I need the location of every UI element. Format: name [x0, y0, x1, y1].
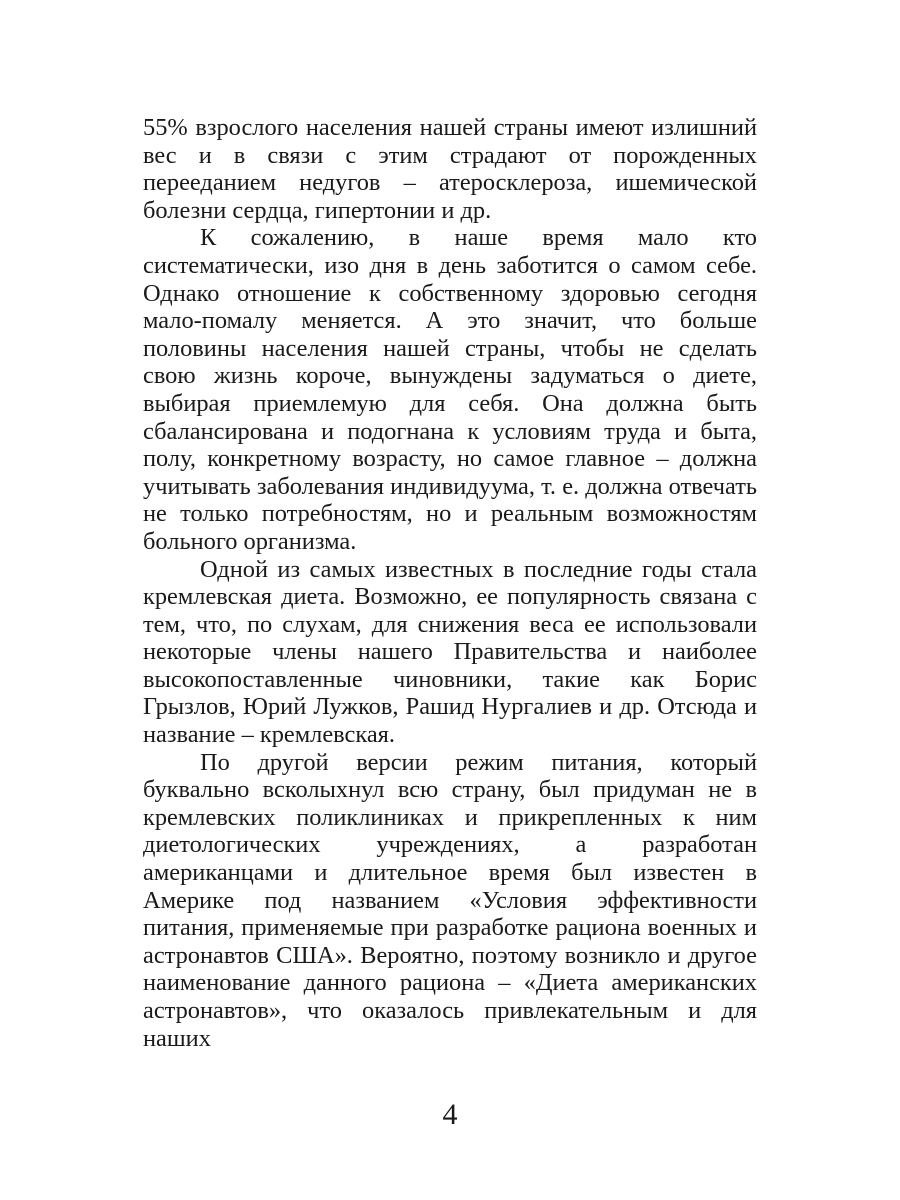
page-body	[143, 114, 757, 1052]
paragraph-2: К сожалению, в наше время мало кто систематически, изо дня в день заботится о самом себе. Однако отношение к собственному здоровью сегодня мало-помалу меняется. А это значит, что больше половины населения нашей страны, чтобы не сделать свою жизнь короче, вынуждены задуматься о диете, выбирая приемлемую для себя. Она должна быть сбалансирована и подогнана к условиям труда и быта, полу, конкретному возрасту, но самое главное – должна учитывать заболевания индивидуума, т. е. должна отвечать не только потребностям, но и реальным возможностям больного организма.	[143, 224, 757, 555]
page-number: 4	[442, 1098, 458, 1131]
paragraph-4: По другой версии режим питания, который буквально всколыхнул всю страну, был придуман не в кремлевских поликлиниках и прикрепленных к ним диетологических учреждениях, а разработан американцами и длительное время был известен в Америке под названием «Условия эффективности питания, применяемые при разработке рациона военных и астронавтов США». Вероятно, поэтому возникло и другое наименование данного рациона – «Диета американских астронавтов», что оказалось привлекательным и для наших	[143, 748, 757, 1052]
paragraph-1: 55% взрослого населения нашей страны имеют излишний вес и в связи с этим страдают от порожденных перееданием недугов – атеросклероза, ишемической болезни сердца, гипертонии и др.	[143, 114, 757, 224]
paragraph-3: Одной из самых известных в последние годы стала кремлевская диета. Возможно, ее популярность связана с тем, что, по слухам, для снижения веса ее использовали некоторые члены нашего Правительства и наиболее высокопоставленные чиновники, такие как Борис Грызлов, Юрий Лужков, Рашид Нургалиев и др. Отсюда и название – кремлевская.	[143, 555, 757, 749]
